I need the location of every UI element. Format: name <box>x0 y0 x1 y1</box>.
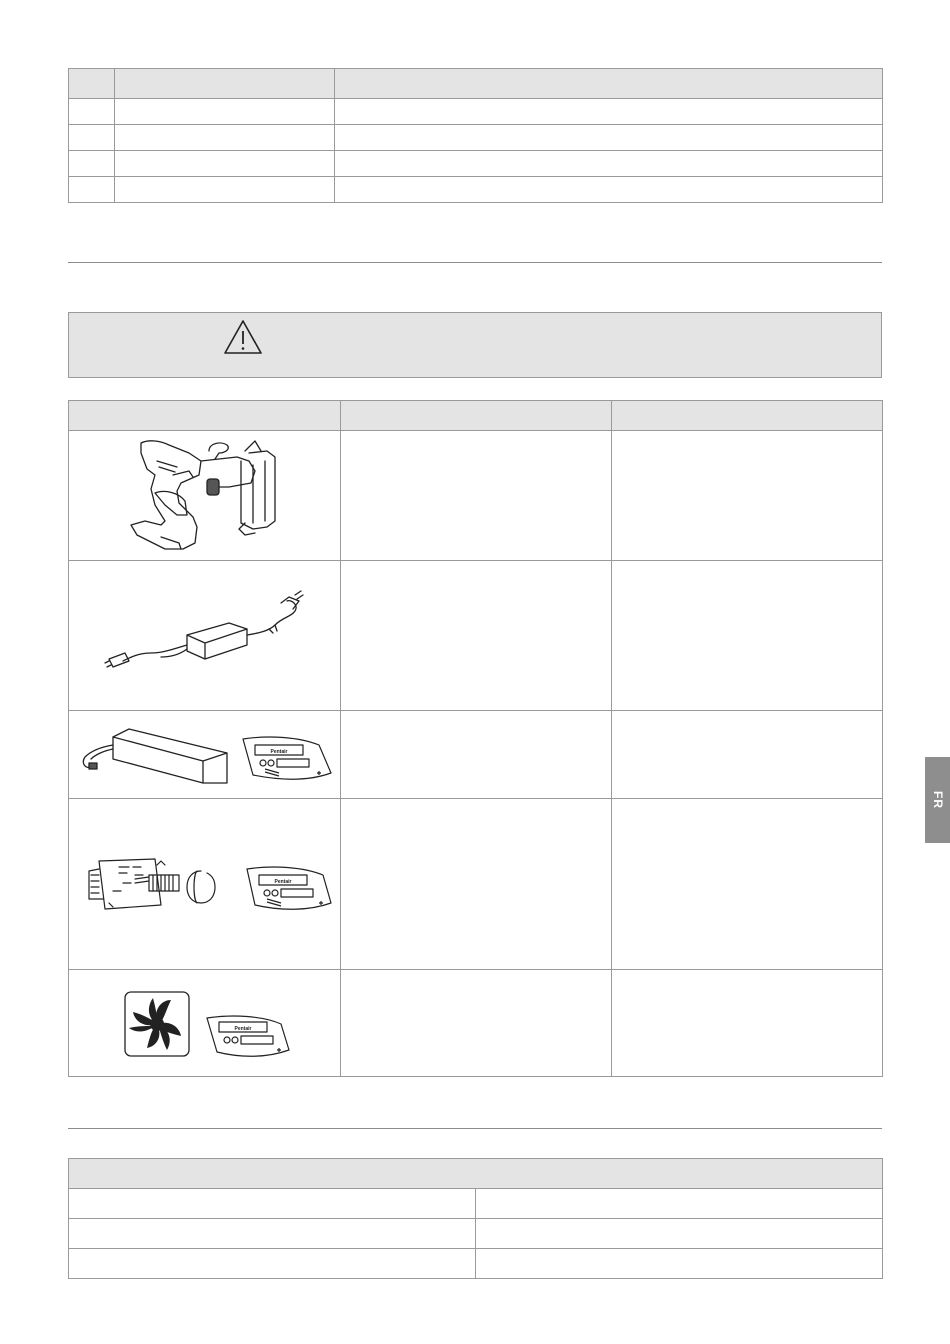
section-divider <box>68 1128 882 1129</box>
table-row <box>69 1219 883 1249</box>
brand-label-text: Pentair <box>234 1026 252 1032</box>
table-row <box>69 799 883 970</box>
table-row <box>69 99 883 125</box>
table-row <box>69 561 883 711</box>
bottom-table <box>68 1158 883 1279</box>
parts-table <box>68 400 883 1077</box>
brand-label-text: Pentair <box>274 879 292 885</box>
table-row <box>69 711 883 799</box>
table-row <box>69 151 883 177</box>
top-table <box>68 68 883 203</box>
warning-triangle-icon <box>223 319 263 355</box>
language-tab-label: FR <box>930 791 945 809</box>
table-row <box>69 1249 883 1279</box>
table-row <box>69 970 883 1077</box>
brand-label-text: Pentair <box>270 749 288 755</box>
section-divider <box>68 262 882 263</box>
circuit-board-illustration <box>69 799 341 970</box>
battery-pack-illustration <box>69 711 341 799</box>
language-tab-fr[interactable] <box>925 757 950 843</box>
table-row <box>69 431 883 561</box>
power-adapter-illustration <box>69 561 341 711</box>
parts-table-header <box>69 401 883 431</box>
warning-box <box>68 312 882 378</box>
table-row <box>69 1189 883 1219</box>
table-row <box>69 177 883 203</box>
bracket-clamp-illustration <box>69 431 341 561</box>
table-row <box>69 125 883 151</box>
bottom-table-header <box>69 1159 883 1189</box>
warranty-label-illustration <box>243 737 331 779</box>
fan-illustration <box>69 970 341 1077</box>
top-table-header <box>69 69 883 99</box>
